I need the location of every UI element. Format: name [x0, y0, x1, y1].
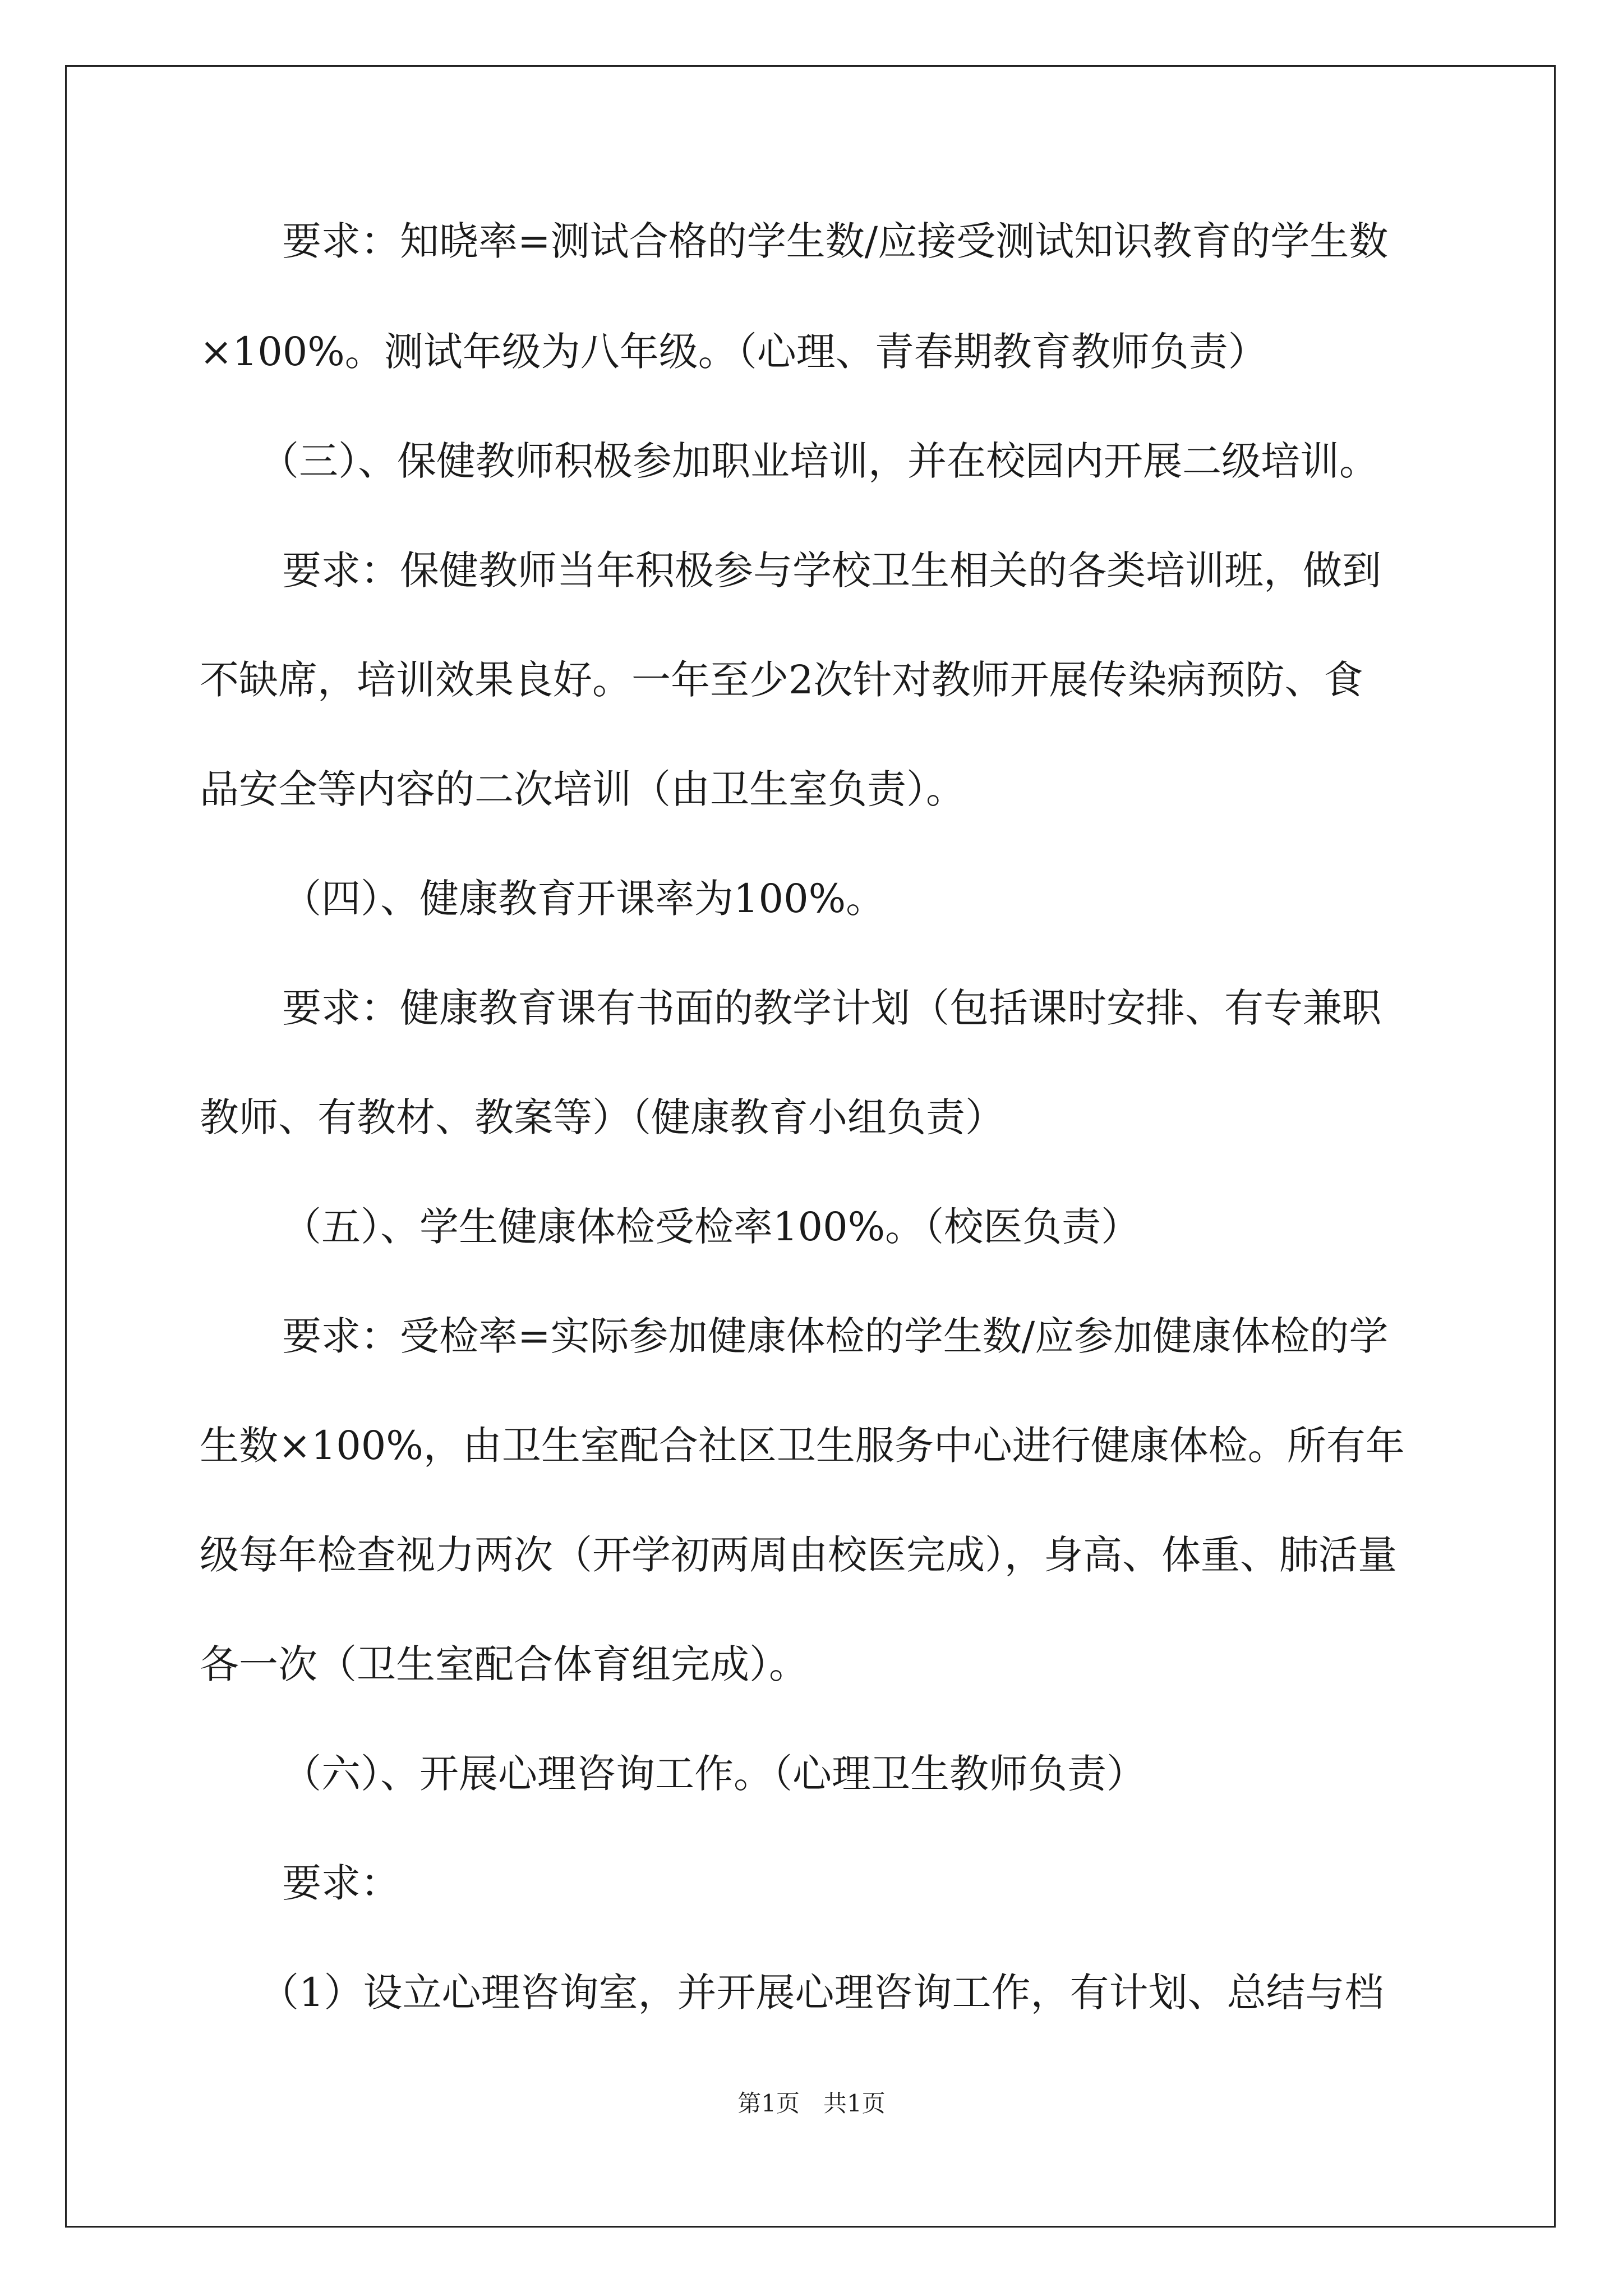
text-line: 各一次（卫生室配合体育组完成）。 [200, 1641, 808, 1687]
text-line: 要求：受检率=实际参加健康体检的学生数/应参加健康体检的学 [282, 1313, 1389, 1359]
text-line: （1）设立心理咨询室，并开展心理咨询工作，有计划、总结与档 [260, 1970, 1384, 2016]
section-heading: （三）、保健教师积极参加职业培训，并在校园内开展二级培训。 [260, 438, 1378, 484]
text-line: 要求：健康教育课有书面的教学计划（包括课时安排、有专兼职 [282, 985, 1381, 1031]
section-heading: （五）、学生健康体检受检率100%。（校医负责） [282, 1204, 1141, 1250]
text-line: 品安全等内容的二次培训（由卫生室负责）。 [200, 766, 965, 812]
text-line: 不缺席，培训效果良好。一年至少2次针对教师开展传染病预防、食 [200, 657, 1363, 703]
section-heading: （四）、健康教育开课率为100%。 [282, 876, 886, 922]
text-line: ×100%。测试年级为八年级。（心理、青春期教育教师负责） [200, 329, 1267, 375]
text-line: 生数×100%，由卫生室配合社区卫生服务中心进行健康体检。所有年 [200, 1423, 1405, 1469]
text-line: 要求：知晓率=测试合格的学生数/应接受测试知识教育的学生数 [282, 218, 1389, 264]
text-line: 要求： [282, 1860, 400, 1906]
section-heading: （六）、开展心理咨询工作。（心理卫生教师负责） [282, 1751, 1146, 1797]
page-number-footer: 第1页 共1页 [737, 2090, 886, 2117]
text-line: 教师、有教材、教案等）（健康教育小组负责） [200, 1094, 1004, 1140]
text-line: 要求：保健教师当年积极参与学校卫生相关的各类培训班，做到 [282, 547, 1381, 593]
text-line: 级每年检查视力两次（开学初两周由校医完成），身高、体重、肺活量 [200, 1532, 1397, 1578]
